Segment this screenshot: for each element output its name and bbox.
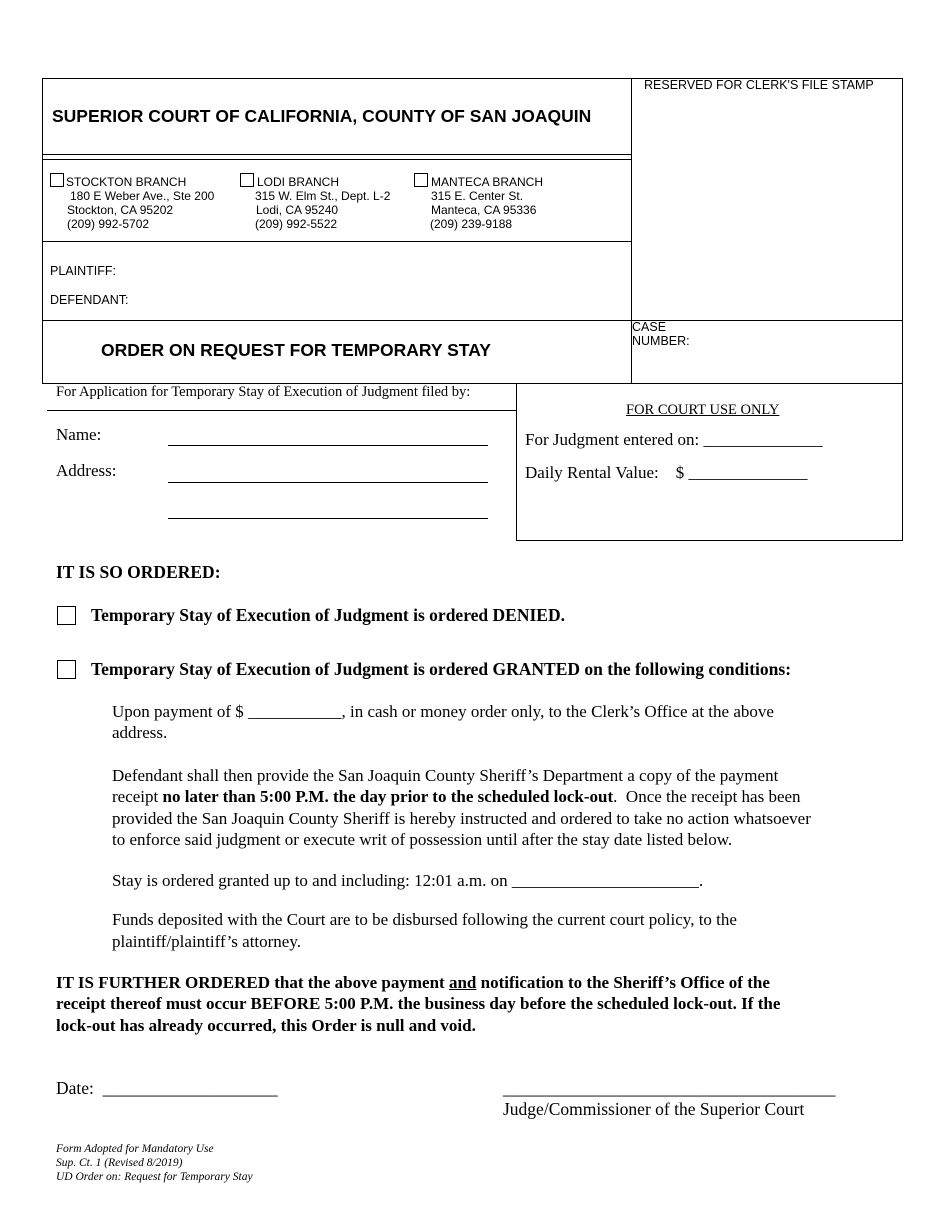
further-ordered-line1 xyxy=(56,972,770,994)
parties-divider xyxy=(42,320,903,321)
applicant-intro: For Application for Temporary Stay of Execution of Judgment filed by: xyxy=(56,384,471,400)
funds-line1: Funds deposited with the Court are to be disbursed following the current court policy, to the xyxy=(112,910,737,929)
defendant-condition-line4: to enforce said judgment or execute writ of possession until after the stay date listed below. xyxy=(112,830,733,849)
clerk-stamp-label: RESERVED FOR CLERK'S FILE STAMP xyxy=(644,78,874,92)
applicant-name-label: Name: xyxy=(56,425,102,444)
judgment-entered-field[interactable]: For Judgment entered on: ______________ xyxy=(525,430,823,449)
applicant-name-field[interactable] xyxy=(168,445,488,446)
manteca-branch-phone: (209) 239-9188 xyxy=(430,217,513,231)
defendant-line2-text: receipt xyxy=(112,787,163,806)
defendant-line2-tail: . Once the receipt has been xyxy=(613,787,801,806)
defendant-condition-line1: Defendant shall then provide the San Joaquin County Sheriff’s Department a copy of the payment xyxy=(112,766,779,785)
lodi-branch-address1: 315 W. Elm St., Dept. L-2 xyxy=(255,189,391,203)
applicant-intro-underline xyxy=(47,410,516,411)
denied-option-label: Temporary Stay of Execution of Judgment is ordered DENIED. xyxy=(91,605,565,625)
plaintiff-label: PLAINTIFF: xyxy=(50,264,116,278)
lodi-branch-phone: (209) 992-5522 xyxy=(255,217,338,231)
title-divider-1 xyxy=(42,154,631,155)
footer-line2: Sup. Ct. 1 (Revised 8/2019) xyxy=(56,1157,183,1169)
judge-signature-line[interactable]: ______________________________________ xyxy=(503,1078,836,1098)
further-line1-tail: notification to the Sheriff’s Office of the xyxy=(476,973,770,992)
defendant-condition-line3: provided the San Joaquin County Sheriff is hereby instructed and ordered to take no action whatsoever xyxy=(112,809,811,828)
court-title: SUPERIOR COURT OF CALIFORNIA, COUNTY OF SAN JOAQUIN xyxy=(52,106,592,126)
payment-condition-line1: Upon payment of $ ___________, in cash or money order only, to the Clerk’s Office at the above xyxy=(112,702,774,721)
applicant-address-label: Address: xyxy=(56,461,117,480)
granted-checkbox[interactable] xyxy=(57,660,76,679)
defendant-condition-line2 xyxy=(112,786,801,808)
further-ordered-line3: lock-out has already occurred, this Order is null and void. xyxy=(56,1016,476,1035)
lodi-branch-address2: Lodi, CA 95240 xyxy=(256,203,339,217)
footer-line1: Form Adopted for Mandatory Use xyxy=(56,1143,214,1155)
so-ordered-heading: IT IS SO ORDERED: xyxy=(56,562,221,582)
stockton-branch-address2: Stockton, CA 95202 xyxy=(67,203,174,217)
payment-condition-line2: address. xyxy=(112,723,168,742)
lodi-branch-checkbox[interactable] xyxy=(240,173,254,187)
granted-option-label: Temporary Stay of Execution of Judgment is ordered GRANTED on the following conditions: xyxy=(91,659,792,679)
case-label: CASE xyxy=(632,320,667,334)
and-emphasis: and xyxy=(448,973,477,992)
stay-date-line[interactable]: Stay is ordered granted up to and including: 12:01 a.m. on ______________________. xyxy=(112,871,704,890)
manteca-branch-checkbox[interactable] xyxy=(414,173,428,187)
manteca-branch-address1: 315 E. Center St. xyxy=(431,189,524,203)
judge-signature-label: Judge/Commissioner of the Superior Court xyxy=(503,1099,805,1119)
applicant-address-field-2[interactable] xyxy=(168,518,488,519)
title-divider-2 xyxy=(42,159,631,160)
daily-rental-value-field[interactable]: Daily Rental Value: $ ______________ xyxy=(525,463,808,482)
stockton-branch-checkbox[interactable] xyxy=(50,173,64,187)
branch-divider xyxy=(42,241,631,242)
defendant-label: DEFENDANT: xyxy=(50,293,129,307)
denied-checkbox[interactable] xyxy=(57,606,76,625)
stockton-branch-phone: (209) 992-5702 xyxy=(67,217,150,231)
stockton-branch-name: STOCKTON BRANCH xyxy=(66,175,187,189)
manteca-branch-name: MANTECA BRANCH xyxy=(431,175,544,189)
stockton-branch-address1: 180 E Weber Ave., Ste 200 xyxy=(70,189,215,203)
form-title: ORDER ON REQUEST FOR TEMPORARY STAY xyxy=(101,340,491,360)
court-use-title: FOR COURT USE ONLY xyxy=(626,402,780,418)
date-field[interactable]: Date: ____________________ xyxy=(56,1078,278,1098)
lodi-branch-name: LODI BRANCH xyxy=(257,175,340,189)
footer-line3: UD Order on: Request for Temporary Stay xyxy=(56,1171,253,1183)
manteca-branch-address2: Manteca, CA 95336 xyxy=(431,203,537,217)
deadline-emphasis: no later than 5:00 P.M. the day prior to the scheduled lock-out xyxy=(162,787,614,806)
further-line1-text: IT IS FURTHER ORDERED that the above payment xyxy=(56,973,449,992)
funds-line2: plaintiff/plaintiff’s attorney. xyxy=(112,932,302,951)
case-number-label: NUMBER: xyxy=(632,334,690,348)
further-ordered-line2: receipt thereof must occur BEFORE 5:00 P.M. the business day before the scheduled lock-out. If the xyxy=(56,994,781,1013)
applicant-address-field-1[interactable] xyxy=(168,482,488,483)
